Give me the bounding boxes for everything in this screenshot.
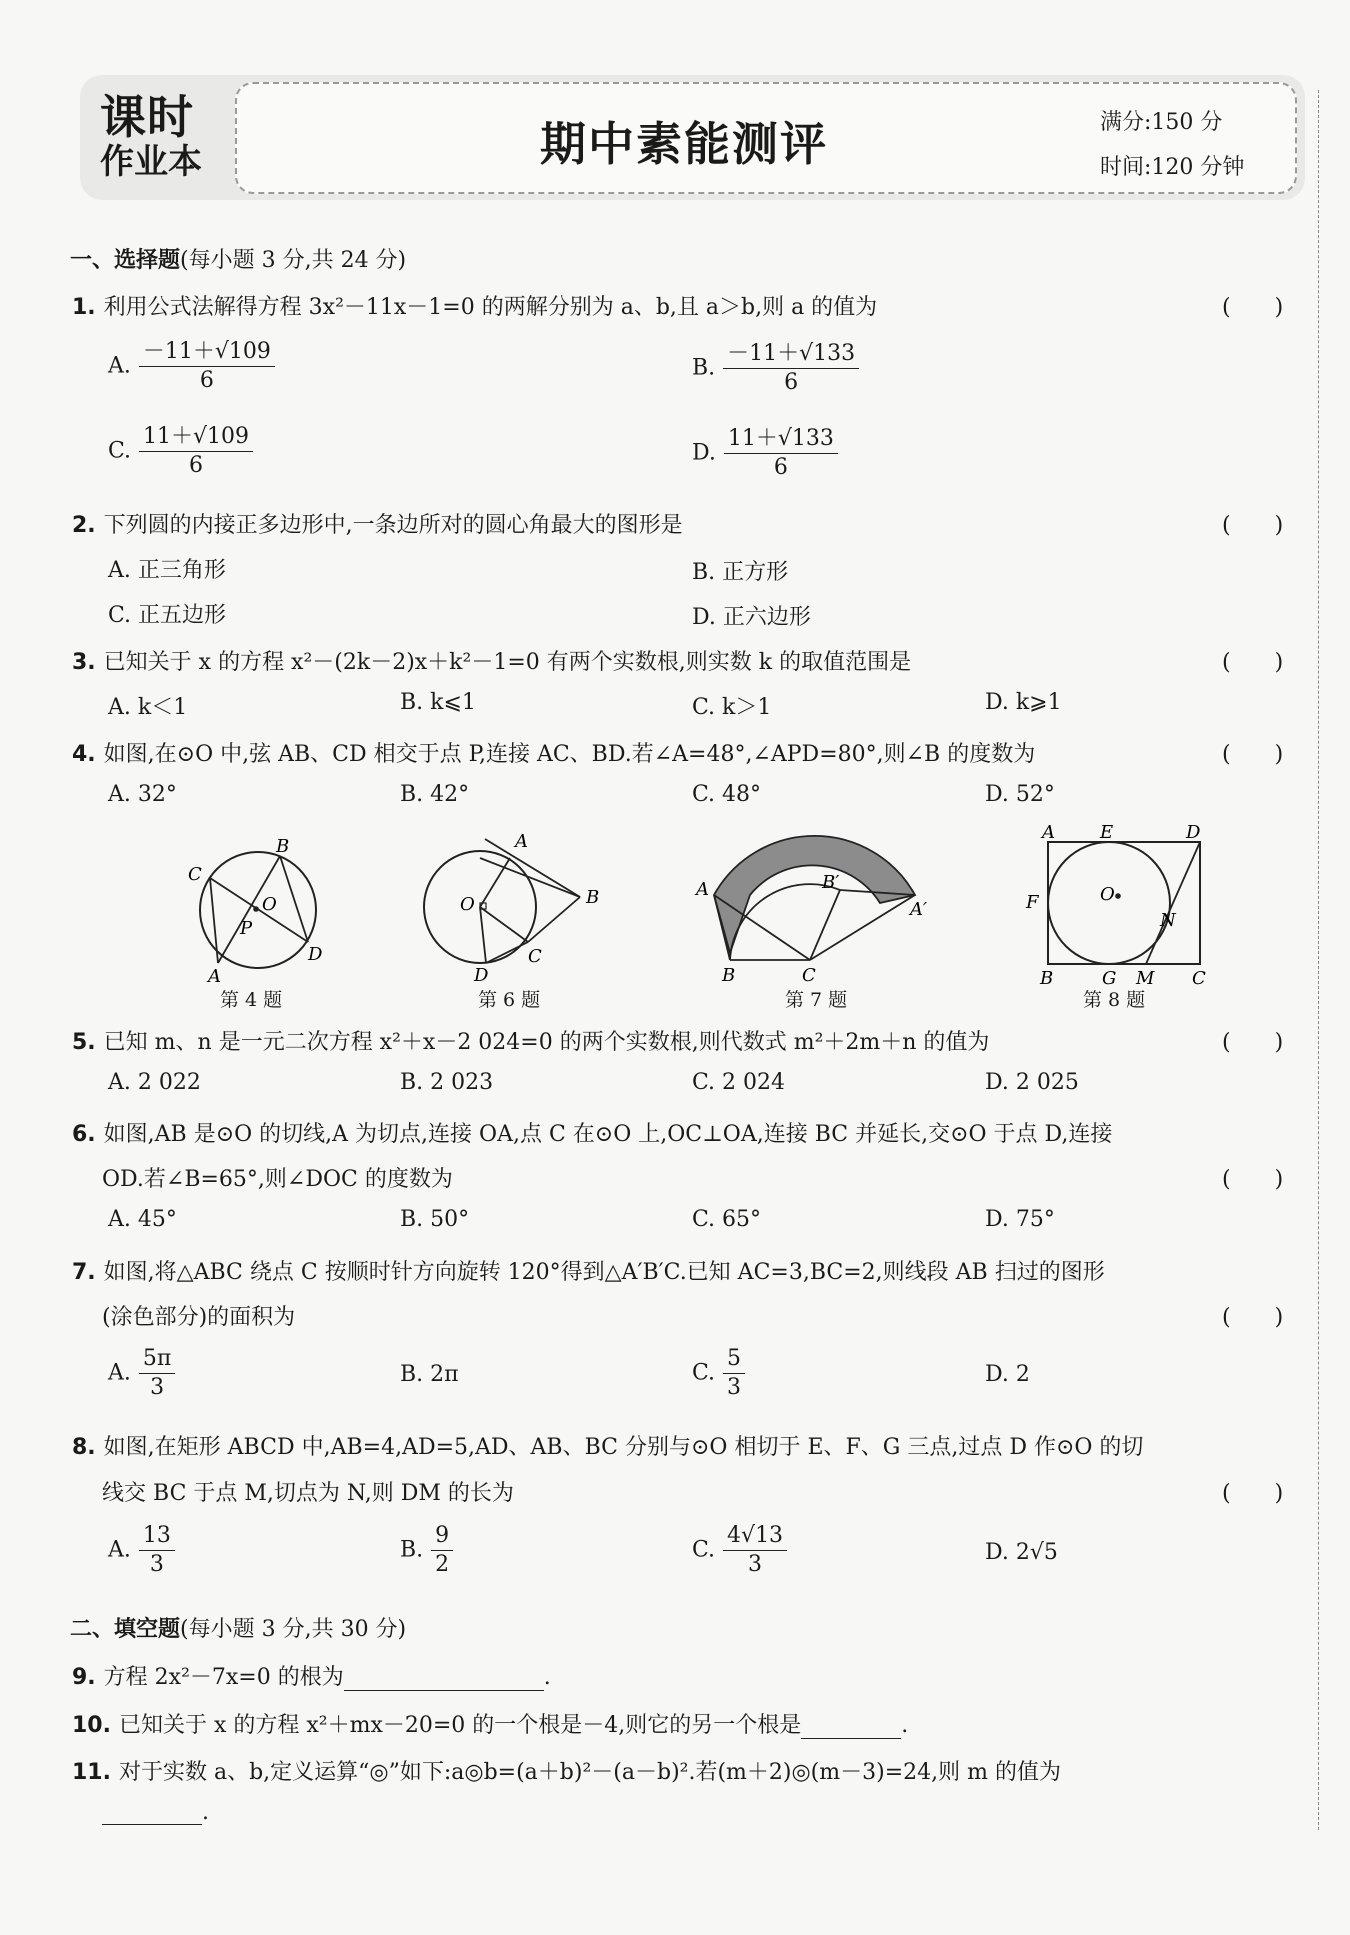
fraction [139, 1345, 175, 1402]
label-b: B [722, 965, 736, 985]
option-b: B. 2π [400, 1362, 459, 1387]
fraction [139, 1522, 175, 1579]
question-text: 如图,将△ABC 绕点 C 按顺时针方向旋转 120°得到△A′B′C.已知 AC=3,BC=2,则线段 AB 扫过的图形 [103, 1260, 1105, 1285]
option-b: B. 42° [400, 782, 470, 807]
label-m: M [1136, 968, 1155, 985]
question-text: 下列圆的内接正多边形中,一条边所对的圆心角最大的图形是 [103, 513, 683, 538]
denominator: 6 [189, 453, 204, 478]
figure-caption: 第 7 题 [785, 989, 848, 1011]
option-d: D. 2 [985, 1362, 1030, 1387]
question-end: . [202, 1800, 209, 1825]
option-b: B. 正方形 [692, 560, 789, 585]
label-d: D [474, 965, 489, 985]
option-c [108, 423, 253, 480]
label-e: E [1100, 822, 1114, 843]
option-b [692, 340, 859, 397]
fraction [723, 1345, 745, 1402]
logo-line1: 课时 [100, 90, 194, 144]
label-o: O [460, 894, 475, 915]
time-limit: 时间:120 分钟 [1100, 155, 1245, 180]
question-11 [72, 1755, 1061, 1786]
option-b: B. 2 023 [400, 1070, 494, 1095]
denominator: 3 [727, 1375, 742, 1400]
question-text-continued: 线交 BC 于点 M,切点为 N,则 DM 的长为 [102, 1481, 514, 1506]
question-text: 已知关于 x 的方程 x²＋mx－20=0 的一个根是－4,则它的另一个根是 [118, 1713, 802, 1738]
question-number: 6. [72, 1122, 96, 1147]
question-number: 4. [72, 742, 96, 767]
answer-bracket: ( ) [1222, 295, 1284, 320]
numerator: －11＋√109 [139, 338, 275, 367]
option-a: A. 32° [108, 782, 177, 807]
answer-blank[interactable] [102, 1802, 202, 1825]
question-text: 如图,在矩形 ABCD 中,AB=4,AD=5,AD、AB、BC 分别与⊙O 相切于 E、F、G 三点,过点 D 作⊙O 的切 [103, 1435, 1144, 1460]
section-title: 一、选择题 [70, 248, 181, 273]
label-o: O [1100, 884, 1115, 905]
option-c: C. 48° [692, 782, 762, 807]
question-text: 利用公式法解得方程 3x²－11x－1=0 的两解分别为 a、b,且 a＞b,则 a 的值为 [103, 295, 878, 320]
answer-bracket: ( ) [1222, 1167, 1284, 1192]
question-text: 对于实数 a、b,定义运算“◎”如下:a◎b=(a＋b)²－(a－b)².若(m＋2)◎(m－3)=24,则 m 的值为 [118, 1760, 1061, 1785]
question-1 [72, 290, 877, 321]
question-text: 如图,在⊙O 中,弦 AB、CD 相交于点 P,连接 AC、BD.若∠A=48°,∠APD=80°,则∠B 的度数为 [103, 742, 1036, 767]
question-end: . [901, 1713, 909, 1738]
option-label: B. [692, 355, 716, 381]
question-11-answer-line [102, 1800, 209, 1825]
answer-bracket: ( ) [1222, 1305, 1284, 1330]
option-b: B. 50° [400, 1207, 470, 1232]
option-label: A. [108, 353, 131, 379]
question-2 [72, 508, 683, 539]
option-label: C. [692, 1537, 716, 1563]
numerator: 13 [139, 1522, 175, 1551]
option-a: A. 2 022 [108, 1070, 201, 1095]
question-number: 10. [72, 1713, 111, 1738]
option-d: D. 2√5 [985, 1540, 1058, 1565]
fraction [724, 425, 838, 482]
label-b: B [276, 836, 290, 857]
option-c: C. 正五边形 [108, 603, 227, 628]
section-title: 二、填空题 [70, 1617, 181, 1642]
option-d: D. 2 025 [985, 1070, 1079, 1095]
option-c: C. 2 024 [692, 1070, 786, 1095]
option-b [400, 1522, 453, 1579]
question-text: 已知关于 x 的方程 x²－(2k－2)x＋k²－1=0 有两个实数根,则实数 k 的取值范围是 [103, 650, 912, 675]
figure-caption: 第 8 题 [1083, 989, 1146, 1011]
option-d: D. 52° [985, 782, 1055, 807]
option-a [108, 1345, 175, 1402]
answer-bracket: ( ) [1222, 1481, 1284, 1506]
answer-blank[interactable] [344, 1668, 544, 1691]
question-text-continued: OD.若∠B=65°,则∠DOC 的度数为 [102, 1167, 453, 1192]
option-a: A. 正三角形 [108, 558, 226, 583]
full-score: 满分:150 分 [1100, 110, 1223, 135]
option-label: A. [108, 1360, 131, 1386]
denominator: 3 [149, 1552, 164, 1577]
publisher-logo [100, 92, 220, 182]
label-a: A [515, 831, 528, 852]
question-number: 11. [72, 1760, 111, 1785]
answer-bracket: ( ) [1222, 650, 1284, 675]
question-3 [72, 645, 911, 676]
label-b: B [586, 887, 600, 908]
fraction [139, 338, 275, 395]
option-d: D. k⩾1 [985, 690, 1062, 715]
option-label: A. [108, 1537, 131, 1563]
numerator: 4√13 [723, 1522, 787, 1551]
option-b: B. k⩽1 [400, 690, 476, 715]
figure-q8 [1020, 820, 1220, 985]
numerator: 5π [139, 1345, 175, 1374]
question-8 [72, 1430, 1143, 1461]
question-number: 5. [72, 1030, 96, 1055]
fraction [431, 1522, 453, 1579]
label-d: D [308, 944, 323, 965]
option-label: B. [400, 1537, 424, 1563]
label-p: P [240, 918, 253, 939]
section-note: (每小题 3 分,共 24 分) [180, 248, 407, 273]
question-number: 9. [72, 1665, 96, 1690]
option-d: D. 75° [985, 1207, 1055, 1232]
option-c [692, 1522, 787, 1579]
question-5 [72, 1025, 989, 1056]
denominator: 6 [784, 370, 799, 395]
question-number: 1. [72, 295, 96, 320]
numerator: 5 [723, 1345, 745, 1374]
question-number: 2. [72, 513, 96, 538]
section-heading [70, 1612, 406, 1643]
label-a: A [1042, 822, 1055, 843]
question-4 [72, 737, 1035, 768]
label-d: D [1186, 822, 1201, 843]
label-c: C [1192, 968, 1206, 985]
page-title: 期中素能测评 [540, 117, 828, 171]
section-heading [70, 243, 406, 274]
label-a-prime: A′ [910, 899, 928, 920]
figure-q7 [690, 835, 940, 985]
label-b-prime: B′ [822, 872, 840, 893]
numerator: 11＋√133 [724, 425, 838, 454]
answer-bracket: ( ) [1222, 742, 1284, 767]
option-c [692, 1345, 745, 1402]
denominator: 3 [150, 1375, 165, 1400]
question-end: . [543, 1665, 551, 1690]
question-number: 8. [72, 1435, 96, 1460]
question-text-continued: (涂色部分)的面积为 [102, 1305, 296, 1330]
figure-q6 [410, 825, 610, 985]
denominator: 6 [773, 455, 788, 480]
option-a: A. 45° [108, 1207, 177, 1232]
denominator: 6 [199, 368, 214, 393]
question-number: 7. [72, 1260, 96, 1285]
label-b: B [1040, 968, 1054, 985]
denominator: 3 [748, 1552, 763, 1577]
question-text: 方程 2x²－7x=0 的根为 [103, 1665, 344, 1690]
question-9 [72, 1660, 551, 1691]
question-7 [72, 1255, 1105, 1286]
figure-caption: 第 4 题 [220, 989, 283, 1011]
label-c: C [188, 864, 202, 885]
label-a: A [696, 879, 709, 900]
question-6 [72, 1117, 1112, 1148]
label-c: C [802, 965, 816, 985]
answer-bracket: ( ) [1222, 1030, 1284, 1055]
question-text: 如图,AB 是⊙O 的切线,A 为切点,连接 OA,点 C 在⊙O 上,OC⊥OA,连接 BC 并延长,交⊙O 于点 D,连接 [103, 1122, 1113, 1147]
fraction [723, 340, 859, 397]
option-c: C. k＞1 [692, 695, 772, 720]
label-f: F [1026, 892, 1039, 913]
option-label: D. [692, 440, 716, 466]
option-c: C. 65° [692, 1207, 762, 1232]
numerator: 11＋√109 [139, 423, 253, 452]
option-label: C. [108, 438, 132, 464]
answer-bracket: ( ) [1222, 513, 1284, 538]
label-a: A [208, 966, 221, 985]
question-number: 3. [72, 650, 96, 675]
option-a [108, 338, 275, 395]
label-o: O [262, 894, 277, 915]
section-note: (每小题 3 分,共 30 分) [180, 1617, 407, 1642]
option-a [108, 1522, 175, 1579]
numerator: 9 [431, 1522, 453, 1551]
answer-blank[interactable] [801, 1716, 901, 1739]
question-10 [72, 1708, 908, 1739]
label-g: G [1102, 968, 1117, 985]
label-n: N [1160, 910, 1176, 931]
option-a: A. k＜1 [108, 695, 188, 720]
denominator: 2 [435, 1552, 450, 1577]
label-c: C [528, 946, 542, 967]
option-d [692, 425, 838, 482]
fraction [723, 1522, 787, 1579]
fraction [139, 423, 253, 480]
option-d: D. 正六边形 [692, 605, 811, 630]
figure-caption: 第 6 题 [478, 989, 541, 1011]
logo-line2: 作业本 [100, 142, 202, 182]
figure-q4 [180, 830, 330, 985]
margin-dashed-line [1318, 90, 1319, 1830]
numerator: －11＋√133 [723, 340, 859, 369]
question-text: 已知 m、n 是一元二次方程 x²＋x－2 024=0 的两个实数根,则代数式 m²＋2m＋n 的值为 [103, 1030, 990, 1055]
option-label: C. [692, 1360, 716, 1386]
